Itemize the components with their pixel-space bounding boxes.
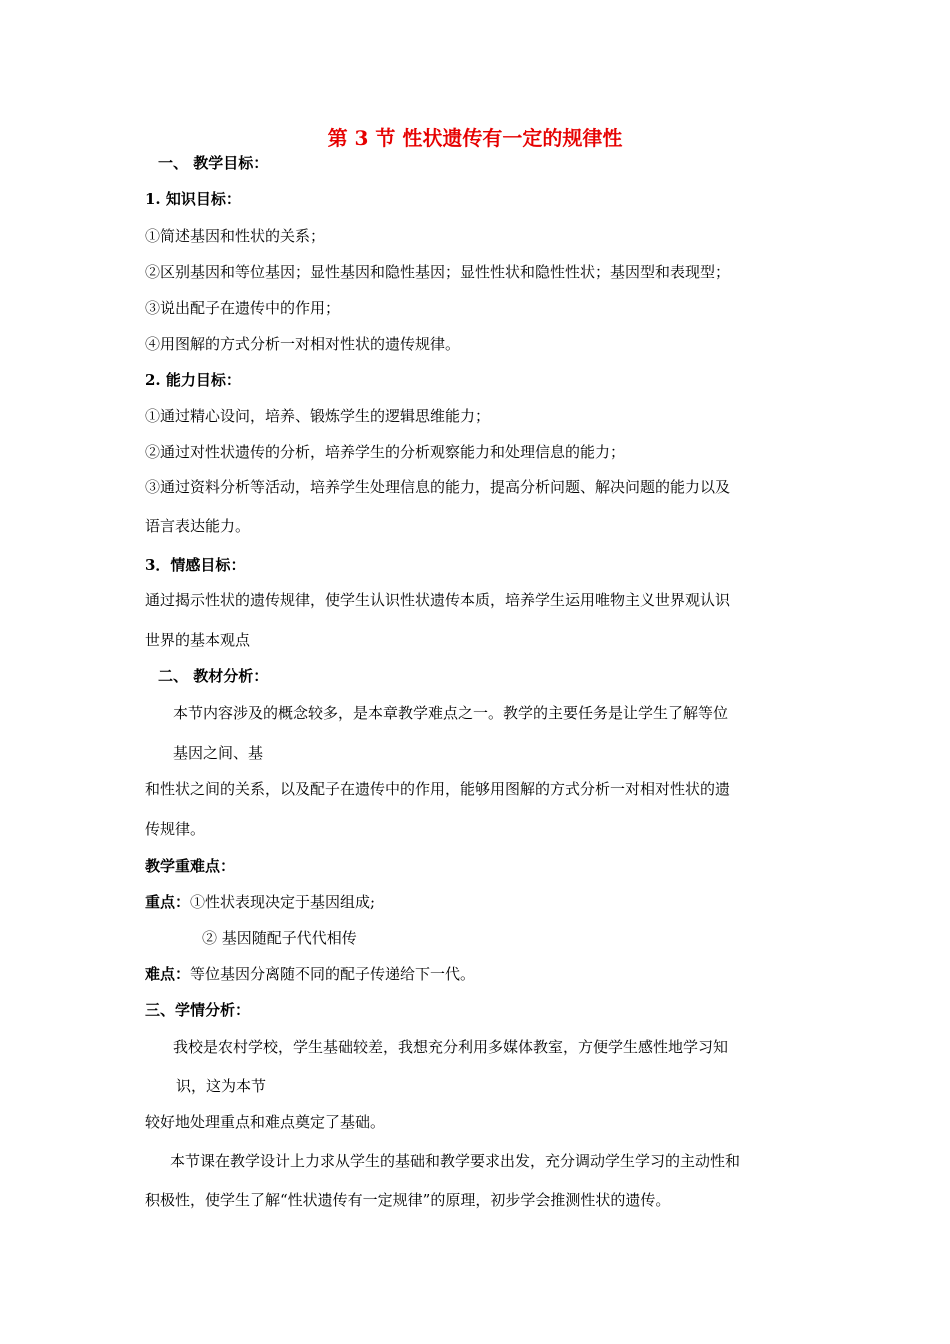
ability-item: ②通过对性状遗传的分析，培养学生的分析观察能力和处理信息的能力； [145, 443, 626, 461]
difficulty-label: 难点： [145, 965, 191, 983]
knowledge-item: ④用图解的方式分析一对相对性状的遗传规律。 [145, 335, 461, 353]
difficulty-item: 等位基因分离随不同的配子传递给下一代。 [190, 965, 476, 983]
students-item: 本节课在教学设计上力求从学生的基础和教学要求出发，充分调动学生学习的主动性和 [170, 1152, 741, 1170]
knowledge-item: ③说出配子在遗传中的作用； [145, 299, 341, 317]
material-item: 本节内容涉及的概念较多，是本章教学难点之一。教学的主要任务是让学生了解等位 [173, 704, 729, 722]
objectives-heading: 一、 教学目标： [158, 154, 269, 172]
key-item: ② 基因随配子代代相传 [202, 929, 357, 947]
emotion-heading: 3．情感目标： [145, 556, 246, 574]
material-heading: 二、 教材分析： [158, 667, 269, 685]
key-item: ①性状表现决定于基因组成; [190, 893, 376, 911]
students-item: 我校是农村学校，学生基础较差，我想充分利用多媒体教室，方便学生感性地学习知 [173, 1038, 729, 1056]
students-heading: 三、学情分析： [145, 1001, 251, 1019]
knowledge-heading: 1. 知识目标： [145, 190, 241, 208]
students-item: 积极性，使学生了解“性状遗传有一定规律”的原理，初步学会推测性状的遗传。 [145, 1191, 671, 1209]
page-title: 第 3 节 性状遗传有一定的规律性 [327, 126, 623, 150]
material-item: 基因之间、基 [173, 744, 264, 762]
students-item: 较好地处理重点和难点奠定了基础。 [145, 1113, 386, 1131]
knowledge-item: ①简述基因和性状的关系； [145, 227, 326, 245]
ability-item: ①通过精心设问，培养、锻炼学生的逻辑思维能力； [145, 407, 491, 425]
difficulty-row [145, 964, 475, 984]
ability-item: ③通过资料分析等活动，培养学生处理信息的能力，提高分析问题、解决问题的能力以及 [145, 478, 731, 496]
key-points-heading: 教学重难点： [145, 857, 236, 875]
emotion-item: 通过揭示性状的遗传规律，使学生认识性状遗传本质，培养学生运用唯物主义世界观认识 [145, 591, 731, 609]
material-item: 和性状之间的关系，以及配子在遗传中的作用，能够用图解的方式分析一对相对性状的遗 [145, 780, 731, 798]
key-point-row [145, 892, 375, 912]
key-label: 重点： [145, 893, 191, 911]
knowledge-item: ②区别基因和等位基因；显性基因和隐性基因；显性性状和隐性性状；基因型和表现型； [145, 263, 731, 281]
ability-heading: 2. 能力目标： [145, 371, 241, 389]
emotion-item: 世界的基本观点 [145, 631, 251, 649]
ability-item: 语言表达能力。 [145, 517, 251, 535]
students-item: 识，这为本节 [176, 1077, 267, 1095]
material-item: 传规律。 [145, 820, 206, 838]
